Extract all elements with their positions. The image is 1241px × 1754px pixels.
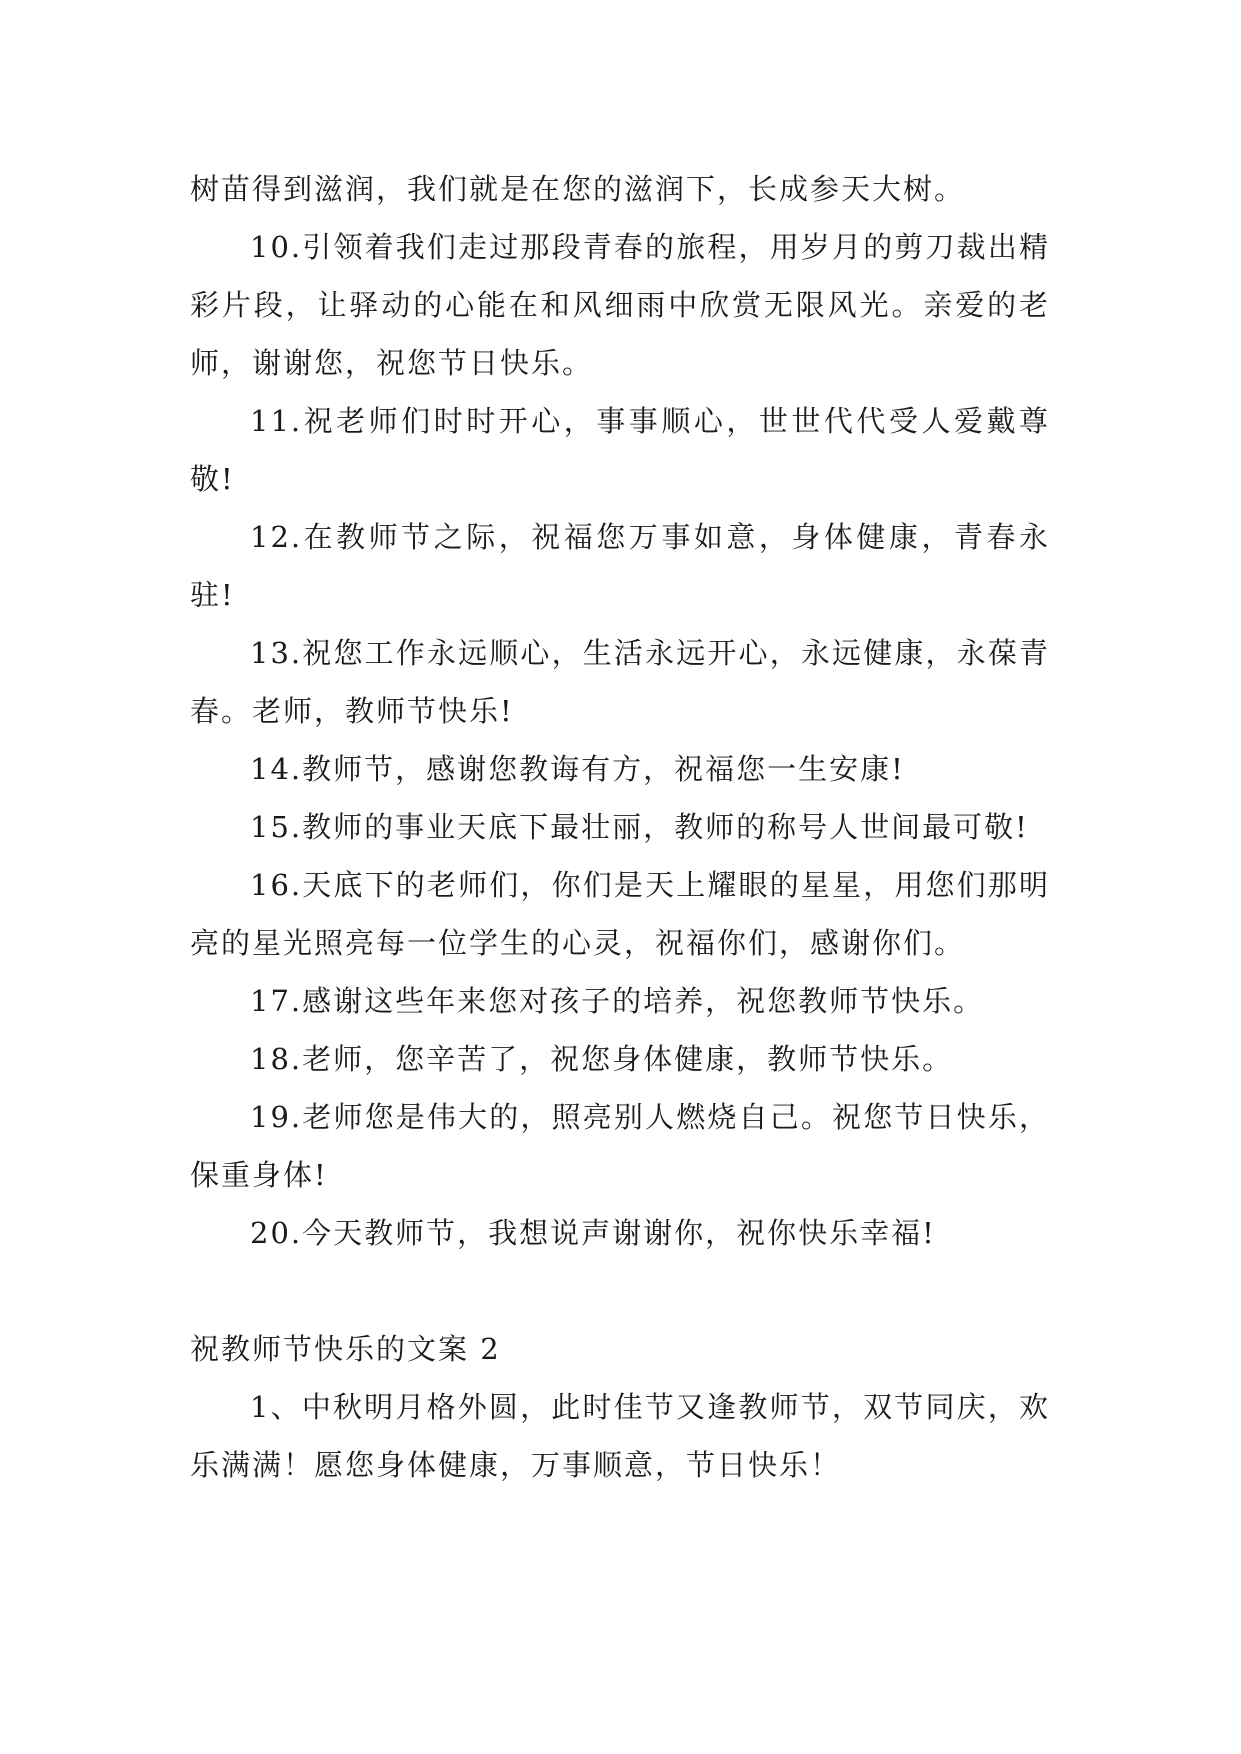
list-item-10: 10.引领着我们走过那段青春的旅程，用岁月的剪刀裁出精彩片段，让驿动的心能在和风细雨中欣赏无限风光。亲爱的老师，谢谢您，祝您节日快乐。: [190, 230, 1050, 380]
list-item-12: 12.在教师节之际，祝福您万事如意，身体健康，青春永驻!: [190, 520, 1050, 612]
list-item-19: 19.老师您是伟大的，照亮别人燃烧自己。祝您节日快乐，保重身体!: [190, 1100, 1050, 1192]
list-item-17: 17.感谢这些年来您对孩子的培养，祝您教师节快乐。: [250, 984, 985, 1018]
document-body: [190, 160, 1050, 1494]
section2-item-1: 1、中秋明月格外圆，此时佳节又逢教师节，双节同庆，欢乐满满！愿您身体健康，万事顺意，节日快乐！: [190, 1390, 1050, 1482]
list-item-13: 13.祝您工作永远顺心，生活永远开心，永远健康，永葆青春。老师，教师节快乐!: [190, 636, 1050, 728]
list-item-16: 16.天底下的老师们，你们是天上耀眼的星星，用您们那明亮的星光照亮每一位学生的心灵，祝福你们，感谢你们。: [190, 868, 1050, 960]
list-item-20: 20.今天教师节，我想说声谢谢你，祝你快乐幸福!: [250, 1216, 936, 1250]
list-item-18: 18.老师，您辛苦了，祝您身体健康，教师节快乐。: [250, 1042, 954, 1076]
list-item-14: 14.教师节，感谢您教诲有方，祝福您一生安康!: [250, 752, 905, 786]
paragraph-continuation: 树苗得到滋润，我们就是在您的滋润下，长成参天大树。: [190, 172, 966, 206]
list-item-11: 11.祝老师们时时开心，事事顺心，世世代代受人爱戴尊敬!: [190, 404, 1050, 496]
section-heading: 祝教师节快乐的文案 2: [190, 1332, 501, 1366]
list-item-15: 15.教师的事业天底下最壮丽，教师的称号人世间最可敬!: [250, 810, 1029, 844]
